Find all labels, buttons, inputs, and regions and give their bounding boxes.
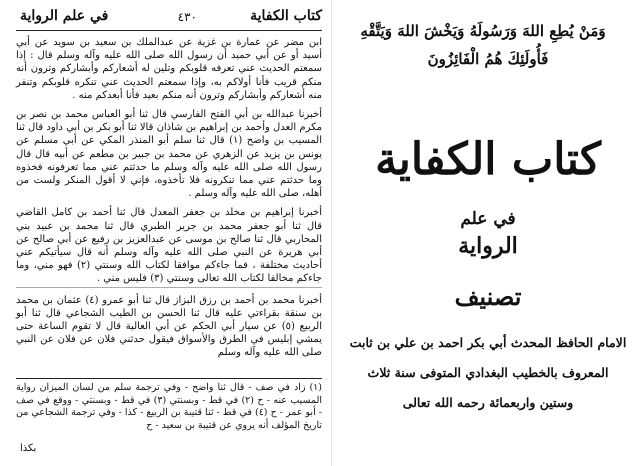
book-title: كتاب الكفاية (375, 134, 601, 185)
paragraph: أخبرنا عبدالله بن أبي الفتح الفارسي قال ثنا أبو العباس محمد بن نصر بن مكرم العدل وأحمد بن إبراهيم بن شاذان قالا ثنا أبو بكر بن أبي داود قال ثنا المسيب بن واضح (١) قال ثنا سلم أبو المنذر المكي عن أبي مسلم عن يونس بن يزيد عن الزهري عن محمد بن جبير بن مطعم عن أبيه قال قال رسول الله صلى الله عليه وآله وسلم ما حدثتم عني مما تعرفونه فخذوه وما حدثتم عني مما تنكرونه فلا تأخذوه، فإني لا أقول المنكر ولست من أهله، صلى الله عليه وآله وسلم . (16, 109, 322, 200)
left-page (4, 2, 326, 462)
title-page (340, 2, 636, 462)
paragraph: أخبرنا محمد بن أحمد بن رزق البزاز قال ثنا أبو عمرو (٤) عثمان بن محمد بن سنقة بقراءتي عليه قال ثنا الحسن بن الطيب الشجاعي قال ثنا أبو الربيع (٥) عن سيار أبي الحكم عن أبي العالية قال لا تقوم الساعة حتى يمشي إبليس في الطرق والأسواق فيقول حدثني فلان عن فلان عن النبي صلى الله عليه وآله وسلم (16, 294, 323, 359)
footnotes (16, 382, 322, 432)
author-line: المعروف بالخطيب البغدادي المتوفى سنة ثلاث (367, 365, 609, 380)
author-line: وستين واربعمائة رحمه الله تعالى (402, 395, 574, 410)
footnote-rule (16, 378, 322, 379)
running-section: في علم الرواية (20, 8, 109, 24)
author-block (340, 328, 636, 418)
footnote-text: (١) زاد في صف - قال ثنا واضح - وفي ترجمة سلم من لسان الميزان رواية المسيب عنه - ح (٢) في قط - وبسنتي (٣) في قط - وبسنتي - ووقع في صف - أبو عمر - ح (٤) في قط - ثنا قتيبة بن الربيع - كذا - وفي ترجمة الشجاعي من تاريخ المؤلف أنه يروي عن قتيبة بن سعيد - ح (16, 382, 323, 431)
epigraph-line-2: فَأُولَئِكَ هُمُ الْفَائِزُونَ (427, 50, 549, 68)
paragraph: ابن مضر عن عمارة بن غزية عن عبدالملك بن سعيد بن سويد عن أبي أسيد أو عن أبي حميد أن رسول الله صلى الله عليه وآله وسلم قال : إذا سمعتم الحديث عني تعرفه قلوبكم وتلين له أشعاركم وأبشاركم وترون أنه منكم قريب فأنا أولاكم به، وإذا سمعتم الحديث عني تنكره قلوبكم وتنفر منه أشعاركم وأبشاركم وترون أنه منكم بعيد فأنا أبعدكم منه . (16, 37, 322, 101)
page-number: ٤٣٠ (177, 10, 197, 24)
page-header (16, 8, 322, 31)
compiled-by-label: تصنيف (454, 282, 522, 311)
paragraph: أخبرنا إبراهيم بن مخلد بن جعفر المعدل قال ثنا أحمد بن كامل القاضي قال ثنا أبو جعفر محمد بن جرير الطبري قال ثنا محمد بن عبيد بني المحاربي قال ثنا صالح بن موسى عن عبدالعزيز بن رفيع عن أبي صالح عن أبي هريرة عن النبي صلى الله عليه وآله وسلم أنه قال سيأتيكم عني أحاديث مختلفة ، فما جاءكم موافقا لكتاب الله وسنتي (٢) فهو مني، وما جاءكم مخالفا لكتاب الله تعالى وسنتي (٣) فليس مني . (16, 206, 322, 287)
subtitle-prefix: في علم (460, 209, 516, 229)
subtitle: الرواية (458, 233, 518, 259)
epigraph-line-1: وَمَنْ يُطِعِ اللهَ وَرَسُولَهُ وَيَخْشَ اللهَ وَيَتَّقْهِ (360, 22, 606, 40)
catchword: بكذا (20, 443, 37, 454)
running-title: كتاب الكفاية (250, 8, 322, 24)
author-line: الامام الحافظ المحدث أبي بكر احمد بن علي بن ثابت (349, 335, 627, 350)
body-text (16, 36, 322, 366)
page-gutter (331, 0, 332, 466)
